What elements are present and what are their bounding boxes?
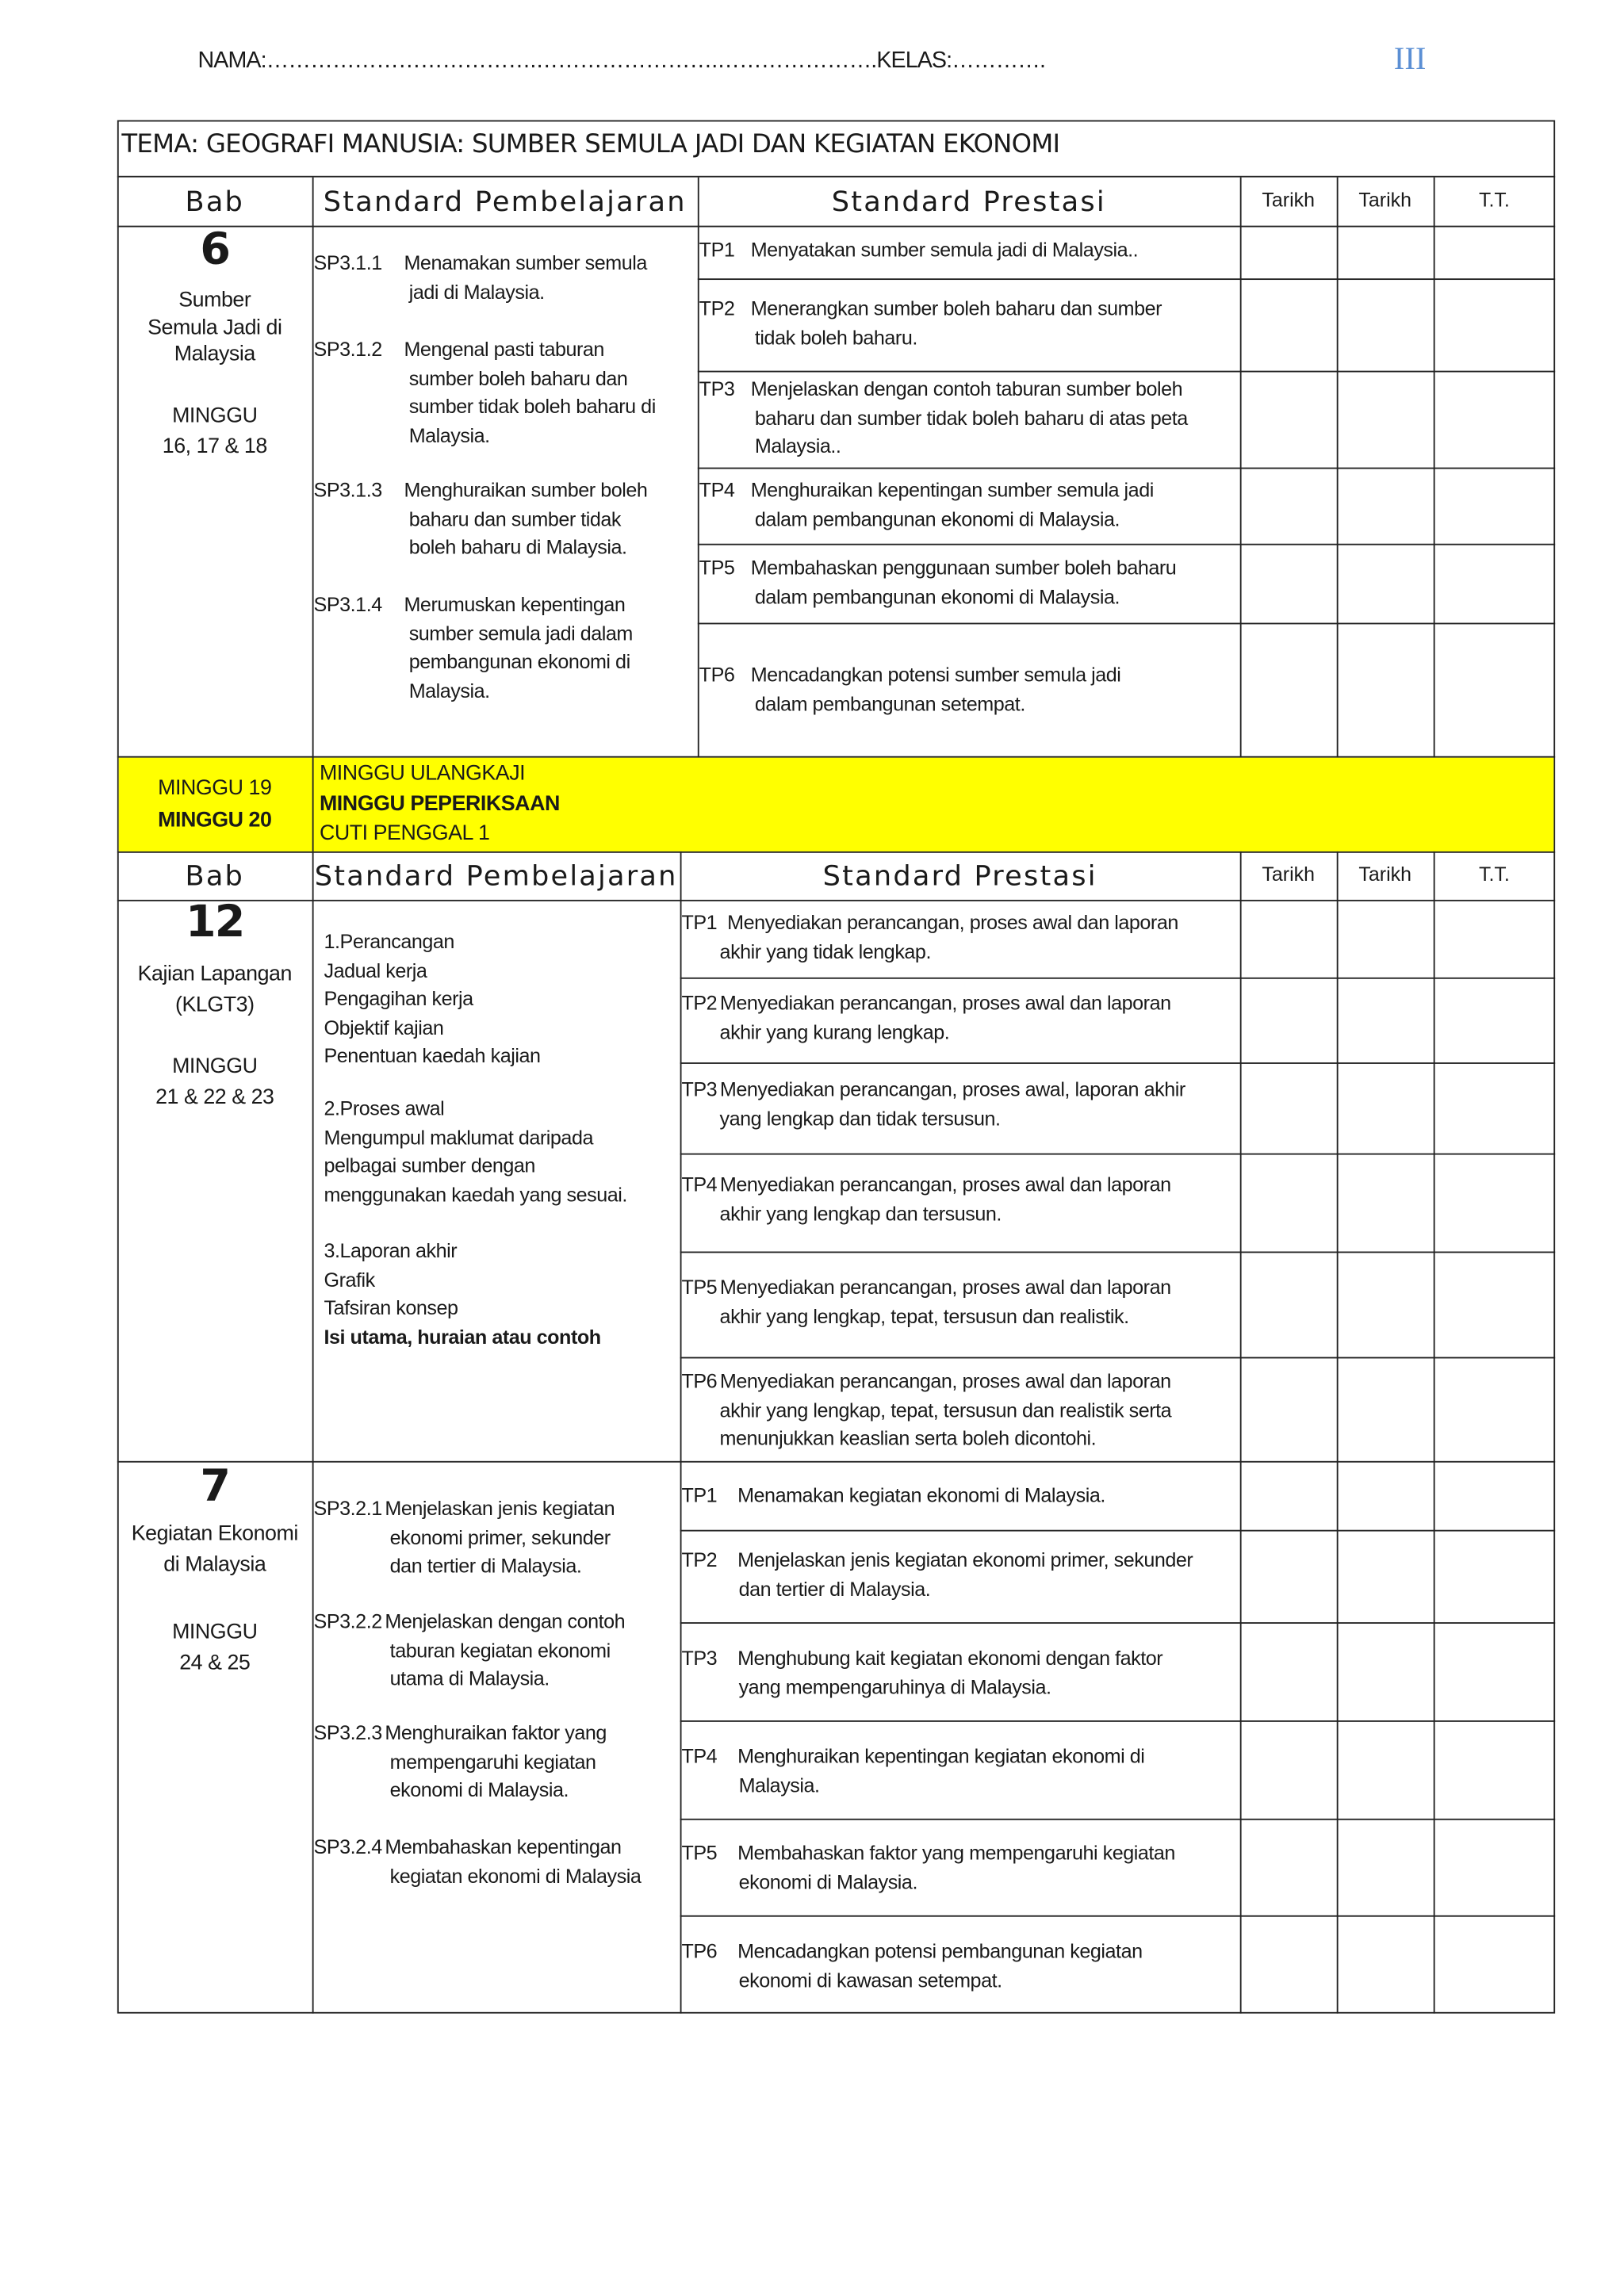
break-weeks: MINGGU 19 MINGGU 20 [158,776,272,832]
theme-title: TEMA: GEOGRAFI MANUSIA: SUMBER SEMULA JADI DAN KEGIATAN EKONOMI [121,130,1060,160]
col-header-tt: T.T. [1478,863,1510,886]
tp-item: TP6 Mencadangkan potensi sumber semula jadi dalam pembangunan setempat. [699,664,1121,715]
col-header-tarikh-1: Tarikh [1262,863,1315,886]
tp-item: TP2 Menyediakan perancangan, proses awal dan laporan akhir yang kurang lengkap. [681,992,1171,1043]
tp-item: TP2 Menjelaskan jenis kegiatan ekonomi primer, sekunder dan tertier di Malaysia. [681,1548,1193,1600]
bab-7-weeks: MINGGU 24 & 25 [172,1621,258,1675]
page-roman-numeral: III [1393,39,1427,77]
tp-item: TP1 Menyatakan sumber semula jadi di Malaysia.. [699,239,1139,262]
sp-item: SP3.2.3 Menghuraikan faktor yang mempengaruhi kegiatan ekonomi di Malaysia. [313,1721,607,1801]
break-labels: MINGGU ULANGKAJI MINGGU PEPERIKSAAN CUTI PENGGAL 1 [319,762,560,846]
col-header-standard-prestasi: Standard Prestasi [822,859,1097,893]
sp-item: SP3.2.2 Menjelaskan dengan contoh taburan kegiatan ekonomi utama di Malaysia. [313,1610,626,1690]
bab-12-title: Kajian Lapangan (KLGT3) [137,962,292,1016]
tp-item: TP4 Menyediakan perancangan, proses awal dan laporan akhir yang lengkap dan tersusun. [681,1173,1171,1225]
col-header-bab: Bab [185,185,245,218]
col-header-tt: T.T. [1478,189,1510,212]
sp-item: SP3.1.3 Menghuraikan sumber boleh baharu dan sumber tidak boleh baharu di Malaysia. [313,479,648,559]
bab-12-weeks: MINGGU 21 & 22 & 23 [155,1054,274,1110]
sp-item: SP3.2.1 Menjelaskan jenis kegiatan ekonomi primer, sekunder dan tertier di Malaysia. [313,1498,615,1577]
sp-item: SP3.1.1 Menamakan sumber semula jadi di Malaysia. [313,251,647,303]
tp-item: TP6 Menyediakan perancangan, proses awal dan laporan akhir yang lengkap, tepat, tersusun dan realistik serta menunjukkan keaslian serta boleh dicontohi. [681,1370,1172,1450]
col-header-standard-prestasi: Standard Prestasi [831,185,1106,218]
bab-6-number: 6 [200,224,230,276]
col-header-bab: Bab [185,859,245,893]
col-header-standard-pembelajaran: Standard Pembelajaran [314,859,678,893]
tp-item: TP1 Menyediakan perancangan, proses awal dan laporan akhir yang tidak lengkap. [681,911,1178,962]
divider [117,226,1555,228]
col-header-tarikh-2: Tarikh [1358,863,1411,886]
tp-item: TP4 Menghuraikan kepentingan sumber semula jadi dalam pembangunan ekonomi di Malaysia. [699,479,1154,530]
bab-7-title: Kegiatan Ekonomi di Malaysia [131,1522,298,1576]
col-header-tarikh-1: Tarikh [1262,189,1315,212]
tp-item: TP3 Menyediakan perancangan, proses awal, laporan akhir yang lengkap dan tidak tersusun. [681,1078,1185,1130]
sp-block-early-process: 2.Proses awal Mengumpul maklumat daripada pelbagai sumber dengan menggunakan kaedah yang sesuai. [324,1097,627,1206]
sp-item: SP3.2.4 Membahaskan kepentingan kegiatan ekonomi di Malaysia [313,1836,642,1887]
tp-item: TP2 Menerangkan sumber boleh baharu dan sumber tidak boleh baharu. [699,297,1162,348]
bab-6-weeks: MINGGU 16, 17 & 18 [162,404,267,459]
sp-block-final-report: 3.Laporan akhir Grafik Tafsiran konsep Isi utama, huraian atau contoh [324,1239,601,1348]
tp-item: TP4 Menghuraikan kepentingan kegiatan ekonomi di Malaysia. [681,1745,1145,1797]
tp-item: TP5 Membahaskan penggunaan sumber boleh baharu dalam pembangunan ekonomi di Malaysia. [699,557,1177,608]
tp-item: TP5 Membahaskan faktor yang mempengaruhi kegiatan ekonomi di Malaysia. [681,1842,1175,1893]
tp-item: TP1 Menamakan kegiatan ekonomi di Malaysia. [681,1484,1105,1507]
bab-7-number: 7 [200,1460,230,1513]
tp-item: TP6 Mencadangkan potensi pembangunan kegiatan ekonomi di kawasan setempat. [681,1940,1143,1992]
sp-item: SP3.1.2 Mengenal pasti taburan sumber boleh baharu dan sumber tidak boleh baharu di Malaysia. [313,338,656,446]
bab-12-number: 12 [186,897,244,948]
tp-item: TP5 Menyediakan perancangan, proses awal dan laporan akhir yang lengkap, tepat, tersusun dan realistik. [681,1276,1171,1327]
col-header-tarikh-2: Tarikh [1358,189,1411,212]
bab-6-title: Sumber Semula Jadi di Malaysia [147,289,282,367]
name-class-line: NAMA:……………………………….…………………….………………….KELAS:…………. [197,48,1046,74]
sp-block-planning: 1.Perancangan Jadual kerja Pengagihan kerja Objektif kajian Penentuan kaedah kajian [324,930,541,1067]
sp-item: SP3.1.4 Merumuskan kepentingan sumber semula jadi dalam pembangunan ekonomi di Malaysia. [313,593,633,702]
tp-item: TP3 Menghubung kait kegiatan ekonomi dengan faktor yang mempengaruhinya di Malaysia. [681,1647,1163,1698]
col-header-standard-pembelajaran: Standard Pembelajaran [323,185,687,218]
tp-item: TP3 Menjelaskan dengan contoh taburan sumber boleh baharu dan sumber tidak boleh baharu di atas peta Malaysia.. [699,377,1188,457]
